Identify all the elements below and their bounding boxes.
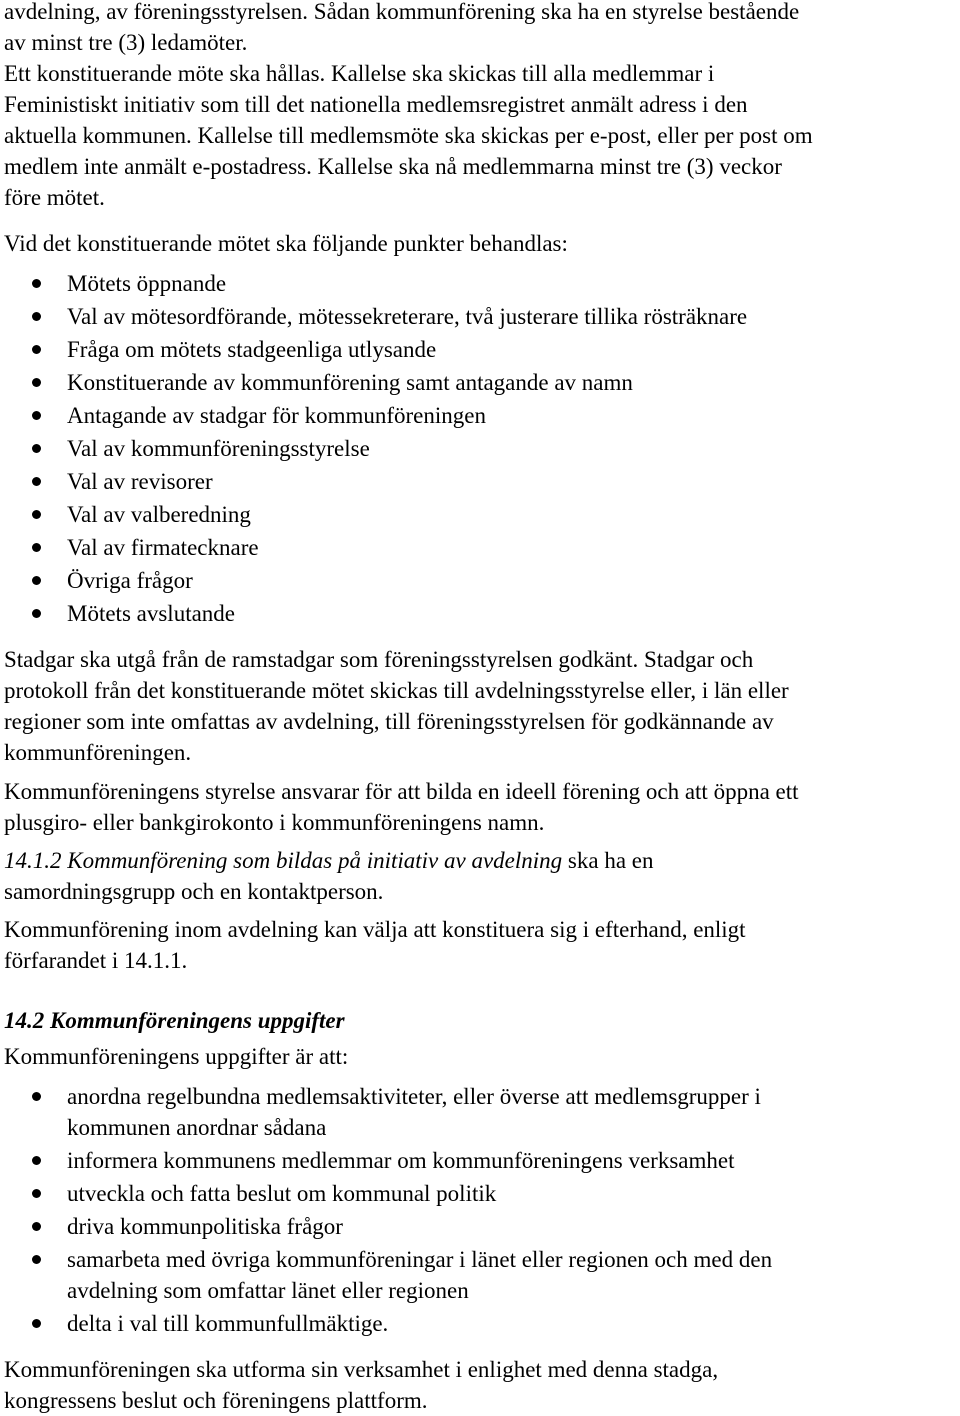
text-line: Kommunförening inom avdelning kan välja att konstituera sig i efterhand, enligt [4, 917, 746, 942]
bullet-icon [32, 510, 41, 519]
text-line: av minst tre (3) ledamöter. [4, 30, 248, 55]
text-line: aktuella kommunen. Kallelse till medlemsmöte ska skickas per e-post, eller per post om [4, 123, 813, 148]
list-item-text: Antagande av stadgar för kommunföreningen [67, 403, 486, 428]
list-item-text: Val av firmatecknare [67, 535, 259, 560]
list-item [4, 564, 952, 597]
text-line: Ett konstituerande möte ska hållas. Kallelse ska skickas till alla medlemmar i [4, 61, 715, 86]
text-line: Kommunföreningen ska utforma sin verksamhet i enlighet med denna stadga, [4, 1357, 719, 1382]
list-item-text: Val av revisorer [67, 469, 213, 494]
section-14-1-2-paragraph [4, 845, 952, 907]
bullet-icon [32, 411, 41, 420]
list-item [4, 399, 952, 432]
list-item [4, 432, 952, 465]
list-item [4, 1145, 952, 1176]
bullet-icon [32, 279, 41, 288]
section-14-1-2-title: 14.1.2 Kommunförening som bildas på initiativ av avdelning [4, 848, 563, 873]
text-line: medlem inte anmält e-postadress. Kallelse ska nå medlemmarna minst tre (3) veckor [4, 154, 782, 179]
list-item [4, 267, 952, 300]
list-item-text: Mötets öppnande [67, 271, 227, 296]
text-line: regioner som inte omfattas av avdelning, till föreningsstyrelsen för godkännande av [4, 709, 774, 734]
section-heading [4, 1005, 952, 1036]
list-item-text: utveckla och fatta beslut om kommunal politik [67, 1181, 497, 1206]
list-item-text: Val av valberedning [67, 502, 251, 527]
list-item [4, 597, 952, 630]
bullet-icon [32, 378, 41, 387]
text-line: Stadgar ska utgå från de ramstadgar som föreningsstyrelsen godkänt. Stadgar och [4, 647, 754, 672]
list-item [4, 1244, 952, 1306]
intro-paragraph [4, 0, 952, 213]
list-item [4, 366, 952, 399]
text-line: före mötet. [4, 185, 105, 210]
stadgar-paragraph [4, 644, 952, 768]
bullet-icon [32, 345, 41, 354]
text-line: Feministiskt initiativ som till det nationella medlemsregistret anmält adress i den [4, 92, 748, 117]
list-item-text: delta i val till kommunfullmäktige. [67, 1311, 389, 1336]
list-item-text: driva kommunpolitiska frågor [67, 1214, 343, 1239]
list-item-text: Val av mötesordförande, mötessekreterare, två justerare tillika rösträknare [67, 304, 748, 329]
text-line: kongressens beslut och föreningens plattform. [4, 1388, 428, 1413]
list-item [4, 531, 952, 564]
text-line: Vid det konstituerande mötet ska följande punkter behandlas: [4, 231, 568, 256]
text-line [4, 845, 952, 876]
list-item [4, 1178, 952, 1209]
bullet-icon [32, 1189, 41, 1198]
list-item [4, 1211, 952, 1242]
list-item [4, 1308, 952, 1339]
bullet-icon [32, 543, 41, 552]
bullet-icon [32, 1319, 41, 1328]
text-line: kommunföreningen. [4, 740, 192, 765]
text-line: förfarandet i 14.1.1. [4, 948, 188, 973]
bullet-icon [32, 444, 41, 453]
list-item-text: samarbeta med övriga kommunföreningar i länet eller regionen och med den [67, 1247, 773, 1272]
list-item [4, 498, 952, 531]
list-item-text: kommunen anordnar sådana [67, 1115, 327, 1140]
list-item [4, 333, 952, 366]
list-item-text: Val av kommunföreningsstyrelse [67, 436, 370, 461]
text-fragment: ska ha en [562, 848, 654, 873]
bullet-icon [32, 609, 41, 618]
bullet-icon [32, 1092, 41, 1101]
text-line: avdelning, av föreningsstyrelsen. Sådan kommunförening ska ha en styrelse bestående [4, 0, 800, 24]
agenda-list [4, 267, 952, 630]
heading-text: 14.2 Kommunföreningens uppgifter [4, 1008, 345, 1033]
text-line: Kommunföreningens uppgifter är att: [4, 1044, 349, 1069]
efterhand-paragraph [4, 914, 952, 976]
list-item [4, 465, 952, 498]
agenda-lead [4, 228, 952, 259]
list-item-text: informera kommunens medlemmar om kommunföreningens verksamhet [67, 1148, 735, 1173]
text-line: Kommunföreningens styrelse ansvarar för att bilda en ideell förening och att öppna ett [4, 779, 799, 804]
tasks-list [4, 1081, 952, 1341]
list-item [4, 1081, 952, 1143]
list-item-text: Konstituerande av kommunförening samt antagande av namn [67, 370, 633, 395]
text-line: protokoll från det konstituerande mötet skickas till avdelningsstyrelse eller, i län eller [4, 678, 789, 703]
list-item-text: avdelning som omfattar länet eller regionen [67, 1278, 469, 1303]
tasks-lead [4, 1041, 952, 1072]
bullet-icon [32, 576, 41, 585]
text-line: plusgiro- eller bankgirokonto i kommunföreningens namn. [4, 810, 545, 835]
list-item-text: Övriga frågor [67, 568, 193, 593]
closing-paragraph [4, 1354, 952, 1416]
bullet-icon [32, 312, 41, 321]
list-item-text: anordna regelbundna medlemsaktiviteter, eller överse att medlemsgrupper i [67, 1084, 761, 1109]
list-item-text: Mötets avslutande [67, 601, 235, 626]
styrelse-paragraph [4, 776, 952, 838]
list-item [4, 300, 952, 333]
text-line: samordningsgrupp och en kontaktperson. [4, 879, 384, 904]
list-item-text: Fråga om mötets stadgeenliga utlysande [67, 337, 437, 362]
bullet-icon [32, 1255, 41, 1264]
bullet-icon [32, 1222, 41, 1231]
bullet-icon [32, 1156, 41, 1165]
bullet-icon [32, 477, 41, 486]
